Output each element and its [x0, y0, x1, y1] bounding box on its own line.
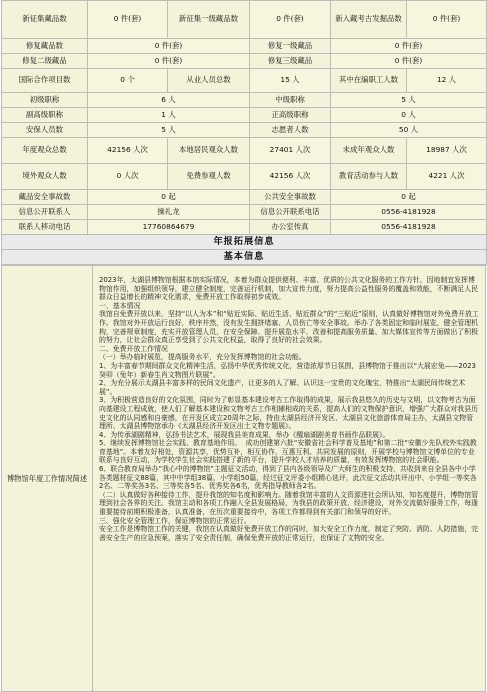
value-annual-visitors: 42156 人次	[88, 138, 168, 164]
value-restored-third: 0 件(套)	[331, 54, 487, 69]
value-security-staff: 5 人	[88, 123, 250, 138]
label-contact-mobile: 联系人移动电话	[2, 220, 88, 235]
label-intl-projects: 国际合作项目数	[2, 69, 88, 93]
report-paragraph: 4、为传承湖剧精神，弘扬书法艺术，展现我县美育成果，举办《醒扇湖剧美育书画作品联展》。	[99, 430, 390, 439]
value-new-first-grade: 0 件(套)	[250, 1, 331, 39]
statistics-grid	[1, 0, 487, 265]
label-new-first-grade: 新征集一级藏品数	[168, 1, 250, 39]
table-row	[2, 250, 487, 265]
table-row	[2, 54, 487, 69]
section-heading-basic-info: 基本信息	[2, 250, 487, 265]
report-paragraph: 二、免费开放工作情况	[99, 344, 168, 353]
label-restored: 修复藏品数	[2, 39, 88, 54]
table-row	[2, 164, 487, 190]
table-row	[2, 190, 487, 205]
report-paragraph: 2、为充分展示太湖县丰富多样的民间文化遗产，让更多的人了解、认识这一宝贵的文化瑰宝，特推出“太湖民间传统艺术展”。	[99, 379, 466, 396]
value-vice-senior-title: 1 人	[88, 108, 250, 123]
label-minor-visitors: 未成年观众人数	[331, 138, 407, 164]
value-info-phone: 0556-4181928	[331, 205, 487, 220]
label-free-visitors: 免费参观人数	[168, 164, 250, 190]
label-foreign-visitors: 境外观众人数	[2, 164, 88, 190]
label-middle-title: 中级职称	[250, 93, 331, 108]
value-education-participants: 4221 人次	[407, 164, 487, 190]
value-contact-mobile: 17760864679	[88, 220, 250, 235]
label-restored-first: 修复一级藏品	[250, 39, 331, 54]
report-paragraph: 3、为积极营造良好的文化氛围，同时为了彰显基本建设考古工作取得的成果，展示我县悠久的历史与文明，以文物考古为面向基建设工程成就，使人们了解基本建设和文物考古工作相辅相成的关系，提高人们的文物保护意识，增强广大群众对我县历史文化的认同感和自豪感，在开发区成立20周年之际，特由太湖县经济开发区、太湖县文化旅游体育局主办，太湖县文物管理所、太湖县博物馆承办《太湖县经济开发区出土文物专题展》。	[99, 396, 478, 431]
value-collection-accidents: 0 起	[88, 190, 250, 205]
label-info-contact: 信息公开联系人	[2, 205, 88, 220]
table-row	[2, 93, 487, 108]
value-restored-second: 0 件(套)	[88, 54, 250, 69]
label-security-staff: 安保人员数	[2, 123, 88, 138]
value-volunteers: 50 人	[331, 123, 487, 138]
value-local-visitors: 27401 人次	[250, 138, 331, 164]
value-restored-first: 0 件(套)	[331, 39, 487, 54]
label-volunteers: 志愿者人数	[250, 123, 331, 138]
report-paragraph: （二）认真做好各种接待工作，提升我馆的知名度和影响力。随着我馆丰富的人文资源进社会所认知，知名度提升，博物馆管理到社会各界的关注。我馆主动和各项工作融入全县发展格局，为我县的政策开放、经济建设，对外交流做好服务工作，每逢重要接待前期积极准备，认真准备，在历次重要接待中，各项工作都得到有关部门和领导的好评。	[99, 490, 478, 517]
label-office-fax: 办公室传真	[250, 220, 331, 235]
table-row	[2, 123, 487, 138]
label-local-visitors: 本地居民观众人数	[168, 138, 250, 164]
label-junior-title: 初级职称	[2, 93, 88, 108]
annual-report-table	[1, 265, 486, 692]
label-public-accidents: 公共安全事故数	[250, 190, 331, 205]
value-middle-title: 5 人	[331, 93, 487, 108]
value-staff-regular: 12 人	[407, 69, 487, 93]
label-restored-third: 修复三级藏品	[250, 54, 331, 69]
annual-work-summary-text	[93, 266, 486, 692]
value-free-visitors: 42156 人次	[250, 164, 331, 190]
label-staff-total: 从业人员总数	[168, 69, 250, 93]
value-senior-title: 0 人	[331, 108, 487, 123]
value-junior-title: 6 人	[88, 93, 250, 108]
table-row	[2, 1, 487, 39]
table-row	[2, 205, 487, 220]
value-minor-visitors: 18987 人次	[407, 138, 487, 164]
report-paragraph: 5、继续发挥博物馆社会实践、教育基地作用。 成功创建第六批“安徽省社会科学普及基地”和第二批“安徽少先队校外实践教育基地”。本着友好相处，资源共享，优势互补，相互协作，互惠互利、共同发展的原则，开展学校与博物馆文博单位的专业联系与良好互动，为学校学生社会实践搭建了新的平台，提升学校人才培养的质量，有效发挥博物馆的社会职能。	[99, 439, 477, 465]
label-new-archaeology: 新入藏考古发掘品数	[331, 1, 407, 39]
report-paragraph: 6、联合教育局举办“我心中的博物馆”主题征文活动，得到了县内各级领导及广大师生的积极支持，共收到来自全县各中小学各类题材征文88篇，其中中学组38篇，小学组50篇，经过征文评委小组精心选评，此次征文活动共评出中、小学组一等奖各2名、二等奖各3名、三等奖各5名、优秀奖各6名，优秀指导教师各2名。	[99, 465, 477, 491]
label-restored-second: 修复二级藏品	[2, 54, 88, 69]
report-paragraph: 1、为丰富春节期间群众文化精神生活，弘扬中华优秀传统文化，营造浓厚节日氛围，县博物馆于推出以“大展宏兔——2023癸卯（兔年）新春生肖文物图片联展”。	[99, 361, 476, 379]
value-info-contact: 操礼龙	[88, 205, 250, 220]
label-collection-accidents: 藏品安全事故数	[2, 190, 88, 205]
label-senior-title: 正高级职称	[250, 108, 331, 123]
value-new-collections: 0 件(套)	[88, 1, 168, 39]
value-restored: 0 件(套)	[88, 39, 250, 54]
table-row	[2, 39, 487, 54]
report-paragraph: 我馆自免费开放以来，坚持“以人为本”和“贴近实际、贴近生活、贴近群众”的“三贴近”原则，认真做好博物馆对外免费开放工作。我馆对外开放运行良好，秩序井然，没有发生拥挤堵塞、人员伤亡等安全事故。举办了各类固定和临时展览，健全管理机构，完善规章制度，充实开放管理人员，在安全保障、提升展览水平、改善和提高服务质量、加大媒体宣传等方面做出了积极的努力，让社会群众真正享受到了公共文化权益，取得了良好的社会效果。	[99, 310, 479, 345]
value-staff-total: 15 人	[250, 69, 331, 93]
section-heading-annual-extended: 年报拓展信息	[2, 235, 487, 250]
label-vice-senior-title: 副高级职称	[2, 108, 88, 123]
table-row	[2, 69, 487, 93]
report-paragraph: 安全工作是博物馆工作的关键，我馆在认真做好免费开放工作的同时，加大安全工作力度，制定了突防、消防、人防措施，完善安全生产的应急预案，落实了安全责任制，确保免费开放的正常运行，也保证了文物的安全。	[99, 525, 478, 542]
value-intl-projects: 0 个	[88, 69, 168, 93]
value-office-fax: 0556-4181928	[331, 220, 487, 235]
value-foreign-visitors: 0 人次	[88, 164, 168, 190]
label-education-participants: 教育活动参与人数	[331, 164, 407, 190]
annual-work-summary-label: 博物馆年度工作情况简述	[2, 266, 93, 692]
report-paragraph: 2023年，太湖县博物馆根据本馆实际情况，本着为群众提供便利、丰富、优质的公共文化服务的工作方针，因地制宜发挥博物馆作用，加强组织领导，建立健全制度，完善运行机制，加大宣传力度，努力提高公益性服务的覆盖和效能，不断满足人民群众日益增长的精神文化需求，免费开放工作取得初步成效。	[99, 276, 478, 302]
report-paragraph: 三、强化安全管理工作，保证博物馆的正常运行。	[99, 516, 251, 525]
table-row	[2, 138, 487, 164]
value-new-archaeology: 0 件(套)	[407, 1, 487, 39]
table-row	[2, 220, 487, 235]
report-paragraph: 一、基本情况	[99, 301, 141, 310]
label-staff-regular: 其中在编职工人数	[331, 69, 407, 93]
label-new-collections: 新征集藏品数	[2, 1, 88, 39]
table-row	[2, 266, 486, 692]
table-row	[2, 235, 487, 250]
label-info-phone: 信息公开联系电话	[250, 205, 331, 220]
table-row	[2, 108, 487, 123]
report-paragraph: （一）举办临时展览，提高服务水平，充分发挥博物馆的社会功能。	[99, 353, 306, 362]
label-annual-visitors: 年度观众总数	[2, 138, 88, 164]
value-public-accidents: 0 起	[331, 190, 487, 205]
